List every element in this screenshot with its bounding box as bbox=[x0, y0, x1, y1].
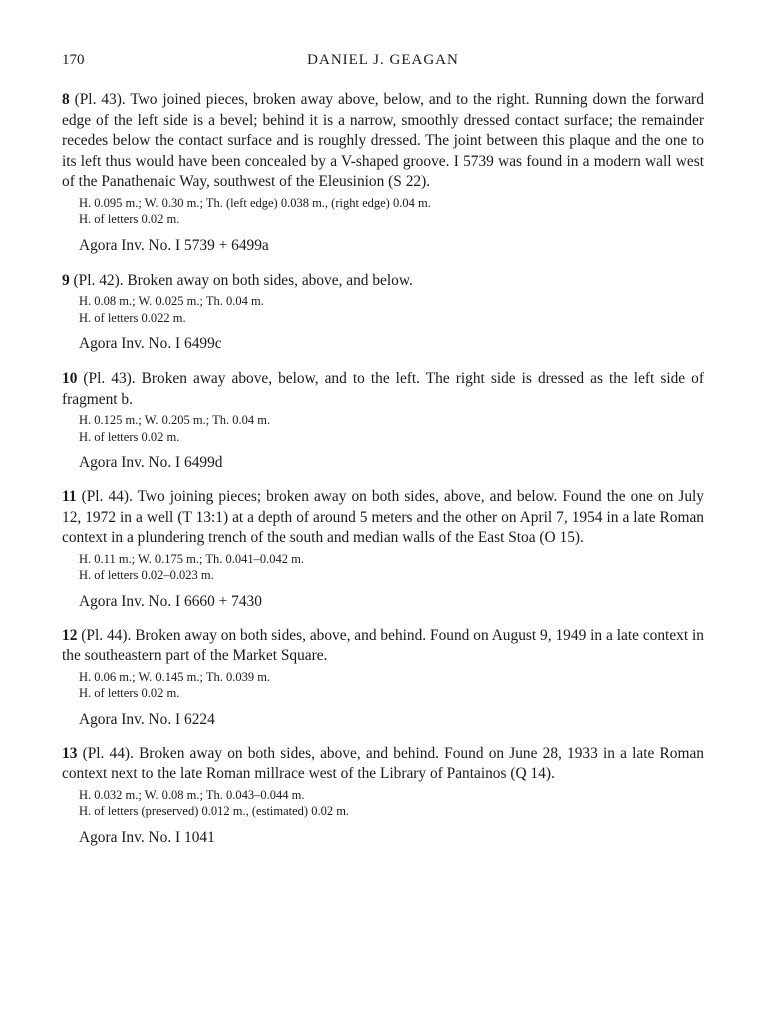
entry-measurements bbox=[62, 551, 704, 584]
entry-inventory-number: Agora Inv. No. I 6224 bbox=[79, 710, 215, 728]
entry-letter-height: H. of letters 0.022 m. bbox=[79, 310, 186, 325]
entry-measurements bbox=[62, 669, 704, 702]
entry-inventory-number: Agora Inv. No. I 6499d bbox=[79, 454, 223, 471]
entry-dimensions: H. 0.095 m.; W. 0.30 m.; Th. (left edge) 0.038 m., (right edge) 0.04 m. bbox=[79, 195, 431, 210]
entry-dimensions: H. 0.032 m.; W. 0.08 m.; Th. 0.043–0.044 m. bbox=[79, 787, 305, 802]
entry-description-text: (Pl. 43). Broken away above, below, and to the left. The right side is dressed as the left side of fragment b. bbox=[62, 370, 704, 408]
entry-dimensions: H. 0.125 m.; W. 0.205 m.; Th. 0.04 m. bbox=[79, 413, 271, 427]
catalog-entry-9 bbox=[62, 271, 704, 355]
entry-number: 11 bbox=[62, 488, 77, 505]
entry-inventory-number: Agora Inv. No. I 6660 + 7430 bbox=[79, 592, 262, 610]
entry-letter-height: H. of letters 0.02 m. bbox=[79, 686, 180, 700]
entry-number: 8 bbox=[62, 91, 70, 108]
entry-description bbox=[62, 626, 704, 667]
entry-measurements bbox=[62, 787, 704, 820]
entry-letter-height: H. of letters (preserved) 0.012 m., (estimated) 0.02 m. bbox=[79, 804, 350, 818]
entry-description-text: (Pl. 44). Broken away on both sides, above, and behind. Found on August 9, 1949 in a late context in the southeastern part of the Market Square. bbox=[62, 626, 704, 664]
entry-dimensions: H. 0.06 m.; W. 0.145 m.; Th. 0.039 m. bbox=[79, 669, 271, 684]
entry-number: 12 bbox=[62, 626, 78, 644]
entry-description bbox=[62, 271, 704, 292]
entry-measurements bbox=[62, 293, 704, 326]
entry-description bbox=[62, 369, 704, 410]
catalog-entry-13 bbox=[62, 744, 704, 848]
entry-description bbox=[62, 90, 704, 193]
entry-dimensions: H. 0.08 m.; W. 0.025 m.; Th. 0.04 m. bbox=[79, 294, 264, 308]
entry-number: 9 bbox=[62, 271, 70, 289]
catalog-entry-10 bbox=[62, 369, 704, 473]
entry-letter-height: H. of letters 0.02 m. bbox=[79, 212, 180, 226]
entry-inventory-number: Agora Inv. No. I 6499c bbox=[79, 335, 222, 352]
entry-inventory-number: Agora Inv. No. I 1041 bbox=[79, 828, 215, 846]
entry-dimensions: H. 0.11 m.; W. 0.175 m.; Th. 0.041–0.042 m. bbox=[79, 551, 305, 566]
running-head-author: DANIEL J. GEAGAN bbox=[307, 52, 459, 68]
entry-number: 13 bbox=[62, 744, 78, 762]
entry-number: 10 bbox=[62, 370, 78, 387]
entry-description-text: (Pl. 43). Two joined pieces, broken away above, below, and to the right. Running down the forward edge of the left side is a bevel; behind it is a narrow, smoothly dressed contact surface; the remainder recedes below the contact surface and is roughly dressed. The joint between this plaque and the one to its left thus would have been concealed by a V-shaped groove. I 5739 was found in a modern wall west of the Panathenaic Way, southwest of the Eleusinion (S 22). bbox=[62, 91, 704, 190]
running-head bbox=[62, 52, 704, 74]
entry-description bbox=[62, 744, 704, 785]
catalog-entry-8 bbox=[62, 90, 704, 256]
entry-description-text: (Pl. 44). Two joining pieces; broken away on both sides, above, and below. Found the one on July 12, 1972 in a well (T 13:1) at a depth of around 5 meters and the other on April 7, 1954 in a late Roman context in a plundering trench of the south and median walls of the East Stoa (O 15). bbox=[62, 488, 704, 546]
entry-measurements bbox=[62, 195, 704, 228]
entry-description bbox=[62, 487, 704, 549]
entry-measurements bbox=[62, 412, 704, 445]
entry-inventory-number: Agora Inv. No. I 5739 + 6499a bbox=[79, 236, 269, 254]
catalog-entry-12 bbox=[62, 626, 704, 730]
entry-description-text: (Pl. 42). Broken away on both sides, above, and below. bbox=[69, 271, 413, 289]
catalog-entry-11 bbox=[62, 487, 704, 612]
entry-letter-height: H. of letters 0.02 m. bbox=[79, 429, 180, 444]
entry-description-text: (Pl. 44). Broken away on both sides, above, and behind. Found on June 28, 1933 in a late Roman context next to the late Roman millrace west of the Library of Pantainos (Q 14). bbox=[62, 744, 704, 782]
page bbox=[62, 52, 704, 848]
entry-letter-height: H. of letters 0.02–0.023 m. bbox=[79, 568, 214, 582]
page-number: 170 bbox=[62, 52, 85, 68]
